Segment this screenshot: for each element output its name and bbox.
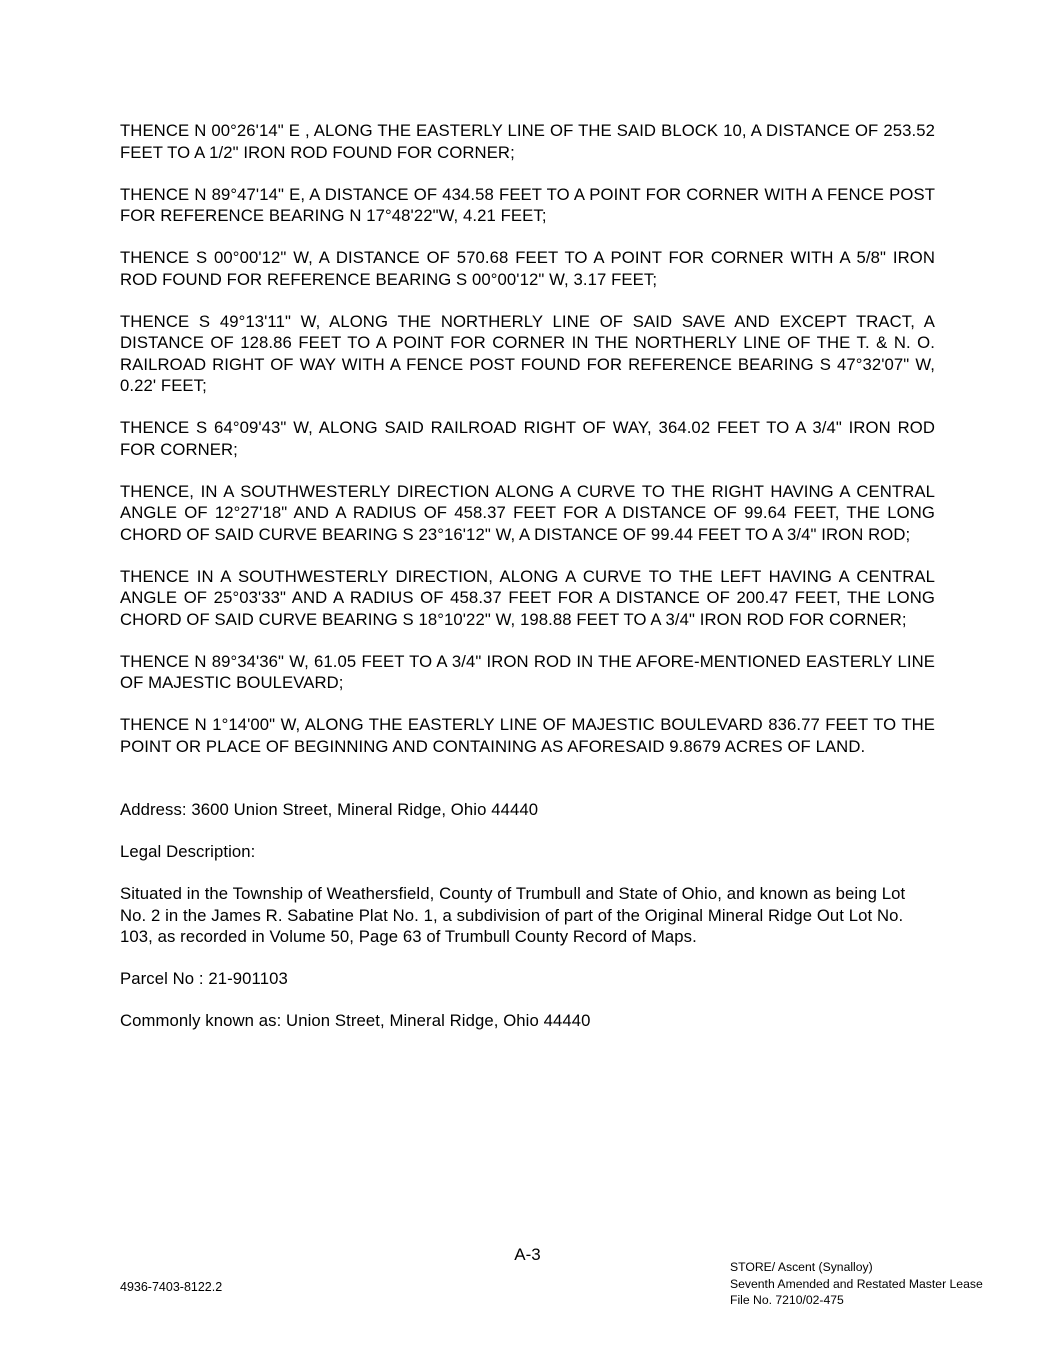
parcel-number-line: Parcel No : 21-901103 [120,969,288,988]
legal-metes-paragraph: THENCE, IN A SOUTHWESTERLY DIRECTION ALONG A CURVE TO THE RIGHT HAVING A CENTRAL ANGLE OF 12°27'18" AND A RADIUS OF 458.37 FEET FOR A DISTANCE OF 99.64 FEET, THE LONG CHORD OF SAID CURVE BEARING S 23°16'12" W, A DISTANCE OF 99.44 FEET TO A 3/4" IRON ROD; [120,481,935,544]
legal-description-body: Situated in the Township of Weathersfield, County of Trumbull and State of Ohio, and known as being Lot No. 2 in the James R. Sabatine Plat No. 1, a subdivision of part of the Original Mineral Ridge Out Lot No. 103, as recorded in Volume 50, Page 63 of Trumbull County Record of Maps. [120,884,906,946]
legal-metes-paragraph: THENCE N 89°34'36" W, 61.05 FEET TO A 3/4" IRON ROD IN THE AFORE-MENTIONED EASTERLY LINE OF MAJESTIC BOULEVARD; [120,651,935,692]
document-body [120,120,935,1052]
footer-right-block [730,1259,983,1309]
legal-description-heading: Legal Description: [120,842,256,861]
legal-metes-paragraph: THENCE IN A SOUTHWESTERLY DIRECTION, ALONG A CURVE TO THE LEFT HAVING A CENTRAL ANGLE OF 25°03'33" AND A RADIUS OF 458.37 FEET FOR A DISTANCE OF 200.47 FEET, THE LONG CHORD OF SAID CURVE BEARING S 18°10'22" W, 198.88 FEET TO A 3/4" IRON ROD FOR CORNER; [120,566,935,629]
legal-metes-paragraph: THENCE S 49°13'11" W, ALONG THE NORTHERLY LINE OF SAID SAVE AND EXCEPT TRACT, A DISTANCE OF 128.86 FEET TO A POINT FOR CORNER IN THE NORTHERLY LINE OF THE T. & N. O. RAILROAD RIGHT OF WAY WITH A FENCE POST FOUND FOR REFERENCE BEARING S 47°32'07" W, 0.22' FEET; [120,311,935,395]
footer-store-line: STORE/ Ascent (Synalloy) [730,1260,873,1274]
page-footer [0,1245,1055,1335]
document-id: 4936-7403-8122.2 [120,1280,223,1294]
legal-metes-paragraph: THENCE N 89°47'14" E, A DISTANCE OF 434.58 FEET TO A POINT FOR CORNER WITH A FENCE POST FOR REFERENCE BEARING N 17°48'22"W, 4.21 FEET; [120,184,935,225]
legal-metes-paragraph: THENCE S 00°00'12" W, A DISTANCE OF 570.68 FEET TO A POINT FOR CORNER WITH A 5/8" IRON ROD FOUND FOR REFERENCE BEARING S 00°00'12" W, 3.17 FEET; [120,248,935,289]
address-line: Address: 3600 Union Street, Mineral Ridge, Ohio 44440 [120,800,539,819]
footer-file-line: File No. 7210/02-475 [730,1293,844,1307]
legal-metes-paragraph: THENCE N 1°14'00" W, ALONG THE EASTERLY LINE OF MAJESTIC BOULEVARD 836.77 FEET TO THE POINT OR PLACE OF BEGINNING AND CONTAINING AS AFORESAID 9.8679 ACRES OF LAND. [120,715,935,756]
commonly-known-as-line: Commonly known as: Union Street, Mineral Ridge, Ohio 44440 [120,1011,591,1030]
page-number: A-3 [514,1245,541,1264]
footer-lease-line: Seventh Amended and Restated Master Lease [730,1276,983,1291]
legal-metes-paragraph: THENCE N 00°26'14" E , ALONG THE EASTERLY LINE OF THE SAID BLOCK 10, A DISTANCE OF 253.52 FEET TO A 1/2" IRON ROD FOUND FOR CORNER; [120,121,935,162]
legal-metes-paragraph: THENCE S 64°09'43" W, ALONG SAID RAILROAD RIGHT OF WAY, 364.02 FEET TO A 3/4" IRON ROD FOR CORNER; [120,418,935,459]
